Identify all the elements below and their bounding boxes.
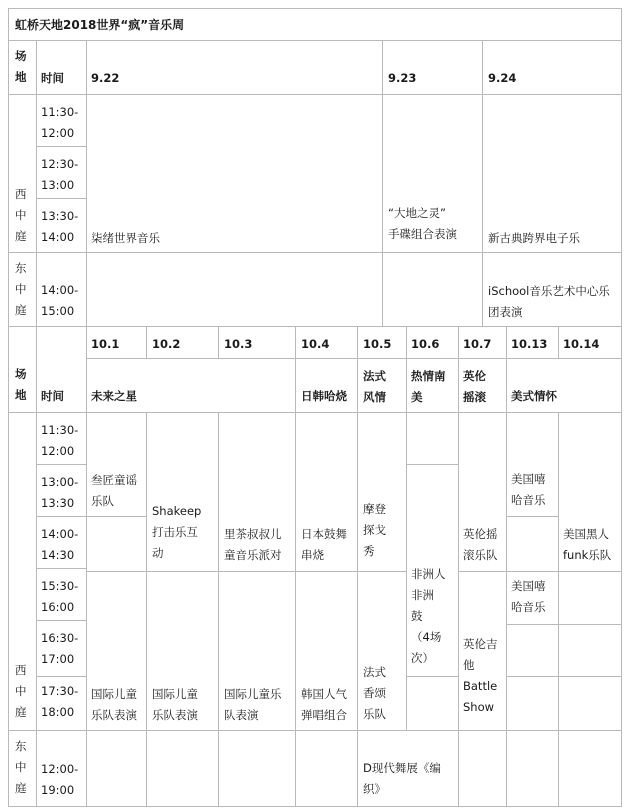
s2-theme-latin: 热情南 美 [411, 369, 446, 404]
grid-line [8, 252, 622, 253]
s2-time-slot-3: 14:00- 14:30 [41, 527, 79, 562]
s2-event-107-b: 英伦吉 他 Battle Show [463, 637, 498, 714]
s2-date-104: 10.4 [301, 337, 330, 351]
grid-line [8, 8, 622, 9]
grid-line [382, 40, 383, 326]
s2-event-106: 非洲人 非洲 鼓 （4场 次） [411, 567, 446, 665]
table-title: 虹桥天地2018世界“疯”音乐周 [15, 18, 185, 32]
s2-venue-header: 场 地 [15, 367, 27, 402]
s1-time-east: 14:00- 15:00 [41, 283, 79, 318]
s2-venue-east: 东 中 庭 [15, 739, 27, 795]
grid-line [357, 326, 358, 806]
grid-line [218, 412, 219, 806]
grid-line [36, 568, 86, 569]
s1-event-924-east: iSchool音乐艺术中心乐 团表演 [488, 284, 610, 319]
grid-line [36, 516, 86, 517]
grid-line [86, 516, 146, 517]
grid-line [406, 676, 458, 677]
grid-line [482, 40, 483, 326]
grid-line [558, 412, 559, 806]
s2-event-102-a: Shakeep 打击乐互 动 [152, 504, 202, 560]
s2-time-slot-5: 16:30- 17:00 [41, 631, 79, 666]
grid-line [506, 624, 622, 625]
s2-time-slot-4: 15:30- 16:00 [41, 579, 79, 614]
s2-theme-french: 法式 风情 [363, 369, 386, 404]
s2-date-105: 10.5 [363, 337, 392, 351]
grid-line [8, 412, 622, 413]
grid-line [86, 571, 406, 572]
grid-line [218, 326, 219, 359]
s2-theme-american: 美式情怀 [511, 389, 557, 403]
s2-event-105-a: 摩登 探戈 秀 [363, 502, 386, 558]
grid-line [621, 8, 622, 807]
s2-date-1014: 10.14 [563, 337, 600, 351]
s2-event-104-a: 日本鼓舞 串烧 [301, 527, 347, 562]
grid-line [36, 620, 86, 621]
s2-date-102: 10.2 [152, 337, 181, 351]
s2-event-101-a: 叁匠童谣 乐队 [91, 473, 137, 508]
s1-date-924: 9.24 [488, 71, 517, 85]
grid-line [36, 464, 86, 465]
grid-line [36, 40, 37, 326]
s2-event-107-a: 英伦摇 滚乐队 [463, 527, 498, 562]
s1-time-slot-3: 13:30- 14:00 [41, 209, 79, 244]
grid-line [8, 730, 622, 731]
grid-line [506, 516, 558, 517]
s2-date-1013: 10.13 [511, 337, 548, 351]
s1-venue-header: 场 地 [15, 49, 27, 84]
s2-event-102-b: 国际儿童 乐队表演 [152, 687, 198, 722]
grid-line [458, 571, 622, 572]
grid-line [86, 358, 622, 359]
s2-theme-british: 英伦 摇滚 [463, 369, 486, 404]
s1-venue-west: 西 中 庭 [15, 187, 27, 243]
grid-line [36, 676, 86, 677]
s1-time-header: 时间 [41, 71, 64, 85]
grid-line [86, 326, 87, 806]
grid-line [86, 40, 87, 326]
s2-time-east: 12:00- 19:00 [41, 762, 79, 797]
s2-event-1013-b: 美国嘻 哈音乐 [511, 579, 546, 614]
grid-line [8, 40, 622, 41]
grid-line [406, 464, 458, 465]
s2-event-101-b: 国际儿童 乐队表演 [91, 687, 137, 722]
s2-theme-japan-korea: 日韩哈烧 [301, 389, 347, 403]
s2-date-103: 10.3 [224, 337, 253, 351]
s1-time-slot-2: 12:30- 13:00 [41, 157, 79, 192]
s1-event-924-west: 新古典跨界电子乐 [488, 231, 580, 245]
grid-line [8, 806, 622, 807]
grid-line [146, 326, 147, 359]
s2-time-header: 时间 [41, 389, 64, 403]
grid-line [506, 676, 622, 677]
s2-date-106: 10.6 [411, 337, 440, 351]
s2-event-103-a: 里茶叔叔儿 童音乐派对 [224, 527, 282, 562]
s2-event-104-b: 韩国人气 弹唱组合 [301, 687, 347, 722]
grid-line [36, 326, 37, 806]
s1-time-slot-1: 11:30- 12:00 [41, 105, 79, 140]
s2-event-1013-a: 美国嘻 哈音乐 [511, 472, 546, 507]
s1-event-923-west: “大地之灵” 手碟组合表演 [388, 206, 457, 241]
s2-event-1014: 美国黑人 funk乐队 [563, 527, 612, 562]
s2-venue-west: 西 中 庭 [15, 663, 27, 719]
s1-date-922: 9.22 [91, 71, 120, 85]
s2-event-105-east: D现代舞展《编 织》 [363, 761, 441, 796]
s2-theme-future-stars: 未来之星 [91, 389, 137, 403]
s2-time-slot-1: 11:30- 12:00 [41, 423, 79, 458]
grid-line [506, 326, 507, 806]
grid-line [295, 326, 296, 806]
s2-date-101: 10.1 [91, 337, 120, 351]
grid-line [558, 326, 559, 359]
grid-line [406, 326, 407, 730]
s1-event-922-west: 柒绪世界音乐 [91, 231, 160, 245]
grid-line [36, 198, 86, 199]
grid-line [8, 8, 9, 807]
s2-time-slot-2: 13:00- 13:30 [41, 475, 79, 510]
s1-date-923: 9.23 [388, 71, 417, 85]
s2-event-103-b: 国际儿童乐 队表演 [224, 687, 282, 722]
s2-date-107: 10.7 [463, 337, 492, 351]
s2-time-slot-6: 17:30- 18:00 [41, 684, 79, 719]
s1-venue-east: 东 中 庭 [15, 261, 27, 317]
grid-line [8, 326, 622, 327]
grid-line [8, 94, 622, 95]
grid-line [458, 326, 459, 806]
grid-line [146, 412, 147, 806]
grid-line [36, 146, 86, 147]
s2-event-105-b: 法式 香颂 乐队 [363, 665, 386, 721]
